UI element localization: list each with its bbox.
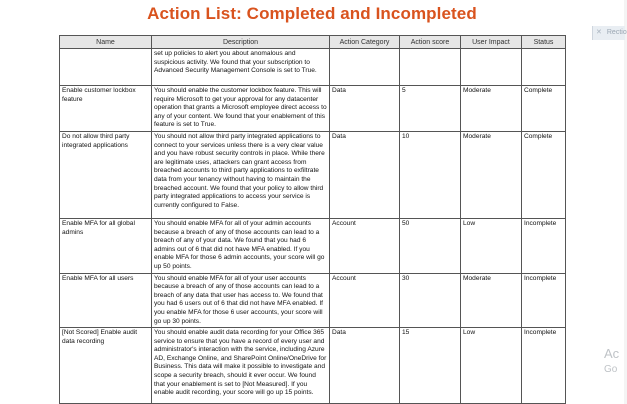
- activation-watermark-line1: Ac: [604, 346, 620, 361]
- cell-score: 15: [400, 328, 461, 404]
- cell-description: You should enable MFA for all of your user accounts because a breach of any of those accounts can lead to a breach of any data that user has access to. We found that you had 6 users out of 6 that did not have MFA enabled. If you enable MFA for those 6 user accounts, your score will go up 30 points.: [152, 273, 330, 328]
- cell-score: 30: [400, 273, 461, 328]
- cell-status: Incomplete: [522, 328, 566, 404]
- cell-status: Complete: [522, 86, 566, 132]
- cell-status: Incomplete: [522, 273, 566, 328]
- cell-impact: Low: [461, 328, 522, 404]
- cell-name: [Not Scored] Enable audit data recording: [60, 328, 152, 404]
- table-row: [60, 328, 566, 404]
- cell-impact: Moderate: [461, 86, 522, 132]
- table-header-row: [60, 36, 566, 49]
- column-header-description: Description: [152, 36, 330, 49]
- cell-name: [60, 49, 152, 86]
- cell-category: Data: [330, 86, 400, 132]
- table-row: [60, 86, 566, 132]
- column-header-status: Status: [522, 36, 566, 49]
- cell-description: You should enable audit data recording for your Office 365 service to ensure that you have a record of every user and administrator's interaction with the service, including Azure AD, Exchange Online, and SharePoint Online/OneDrive for Business. This data will make it possible to investigate and scope a security breach, should it ever occur. We found that your enablement is set to [Not Measured]. If you enable audit recording, your score will go up 15 points.: [152, 328, 330, 404]
- cell-category: Data: [330, 328, 400, 404]
- side-panel-label: Rectio: [606, 29, 627, 36]
- cell-description: set up policies to alert you about anomalous and suspicious activity. We found that your subscription to Advanced Security Management Console is set to True.: [152, 49, 330, 86]
- cell-impact: Low: [461, 218, 522, 273]
- cell-description: You should enable the customer lockbox feature. This will require Microsoft to get your approval for any datacenter operation that grants a Microsoft employee direct access to any of your content. We found that your enablement of this feature is set to True.: [152, 86, 330, 132]
- column-header-action-score: Action score: [400, 36, 461, 49]
- close-icon[interactable]: ✕: [596, 29, 602, 36]
- cell-name: Do not allow third party integrated applications: [60, 131, 152, 218]
- cell-category: [330, 49, 400, 86]
- cell-name: Enable MFA for all users: [60, 273, 152, 328]
- cell-score: [400, 49, 461, 86]
- side-panel-tab[interactable]: [592, 26, 625, 40]
- cell-name: Enable MFA for all global admins: [60, 218, 152, 273]
- column-header-name: Name: [60, 36, 152, 49]
- cell-score: 5: [400, 86, 461, 132]
- cell-status: Incomplete: [522, 218, 566, 273]
- column-header-action-category: Action Category: [330, 36, 400, 49]
- activation-watermark-line2: Go: [604, 364, 618, 375]
- cell-score: 50: [400, 218, 461, 273]
- page-title: Action List: Completed and Incompleted: [147, 4, 477, 23]
- cell-impact: Moderate: [461, 131, 522, 218]
- cell-category: Account: [330, 273, 400, 328]
- cell-description: You should enable MFA for all of your admin accounts because a breach of any of those accounts can lead to a breach of any of your data. We found that you had 6 admins out of 6 that did not have MFA enabled. If you enable MFA for those 6 admin accounts, your score will go up 50 points.: [152, 218, 330, 273]
- cell-category: Account: [330, 218, 400, 273]
- cell-score: 10: [400, 131, 461, 218]
- cell-category: Data: [330, 131, 400, 218]
- cell-name: Enable customer lockbox feature: [60, 86, 152, 132]
- cell-status: Complete: [522, 131, 566, 218]
- action-list-table: [59, 35, 566, 404]
- table-row: [60, 131, 566, 218]
- column-header-user-impact: User Impact: [461, 36, 522, 49]
- cell-status: [522, 49, 566, 86]
- cell-impact: Moderate: [461, 273, 522, 328]
- table-row: [60, 218, 566, 273]
- cell-description: You should not allow third party integrated applications to connect to your services unless there is a very clear value and you have robust security controls in place. While there are legitimate uses, attackers can grant access from breached accounts to third party applications to exfiltrate data from your tenancy without having to maintain the breached account. We found that your policy to allow third party integrated applications to access your service is currently configured to False.: [152, 131, 330, 218]
- table-row: [60, 273, 566, 328]
- table-row: [60, 49, 566, 86]
- cell-impact: [461, 49, 522, 86]
